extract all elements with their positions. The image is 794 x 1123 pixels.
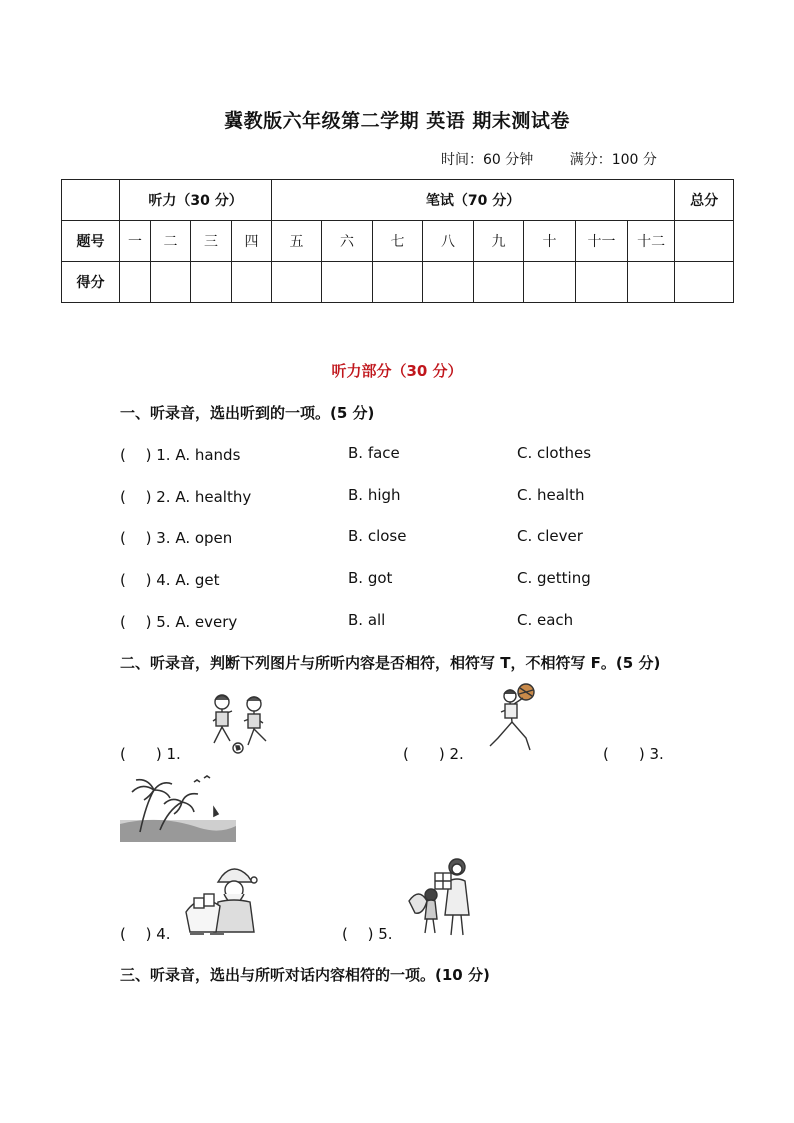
score-table-header-row — [62, 180, 734, 221]
question-number: 三 — [191, 221, 232, 262]
part2-heading: 二、听录音，判断下列图片与所听内容是否相符，相符写 T，不相符写 F。(5 分) — [120, 654, 661, 672]
total-score-cell[interactable] — [675, 221, 734, 262]
question-number-row — [62, 221, 734, 262]
option-c: C. each — [517, 611, 574, 629]
part1-item-5: ( ) 5. A. every — [120, 613, 238, 631]
question-number: 六 — [322, 221, 373, 262]
score-cell[interactable] — [524, 262, 576, 303]
time-limit: 时间：60 分钟 — [441, 152, 534, 168]
corner-cell — [62, 180, 120, 221]
question-number: 八 — [423, 221, 474, 262]
question-number: 十 — [524, 221, 576, 262]
part1-item-3: ( ) 3. A. open — [120, 529, 233, 547]
score-cell[interactable] — [191, 262, 232, 303]
total-header: 总分 — [675, 180, 734, 221]
option-c: C. health — [517, 486, 585, 504]
part1-heading: 一、听录音，选出听到的一项。(5 分) — [120, 404, 375, 422]
page-title: 冀教版六年级第二学期 英语 期末测试卷 — [224, 110, 570, 132]
question-number: 四 — [232, 221, 272, 262]
part3-heading: 三、听录音，选出与所听对话内容相符的一项。(10 分) — [120, 966, 490, 984]
row-label-number: 题号 — [62, 221, 120, 262]
girl-playing-basketball-image — [482, 680, 544, 756]
writing-header: 笔试（70 分） — [272, 180, 675, 221]
score-cell[interactable] — [423, 262, 474, 303]
listening-header: 听力（30 分） — [120, 180, 272, 221]
exam-info — [441, 149, 657, 169]
score-cell[interactable] — [120, 262, 151, 303]
full-score: 满分：100 分 — [569, 152, 657, 168]
question-number: 九 — [474, 221, 524, 262]
question-number: 七 — [373, 221, 423, 262]
mother-and-child-image — [403, 855, 475, 937]
part1-item-4: ( ) 4. A. get — [120, 571, 220, 589]
part2-item-3: ( ) 3. — [603, 745, 664, 763]
score-cell[interactable] — [272, 262, 322, 303]
score-cell[interactable] — [474, 262, 524, 303]
option-b: B. all — [348, 611, 386, 629]
score-cell[interactable] — [576, 262, 628, 303]
part1-item-2: ( ) 2. A. healthy — [120, 488, 252, 506]
boys-playing-football-image — [200, 688, 280, 758]
beach-palm-trees-image — [120, 772, 236, 842]
option-b: B. face — [348, 444, 400, 462]
option-c: C. clever — [517, 527, 583, 545]
question-number: 一 — [120, 221, 151, 262]
score-row — [62, 262, 734, 303]
question-number: 五 — [272, 221, 322, 262]
score-cell[interactable] — [151, 262, 191, 303]
option-c: C. getting — [517, 569, 591, 587]
option-c: C. clothes — [517, 444, 592, 462]
option-b: B. close — [348, 527, 407, 545]
question-number: 十二 — [628, 221, 675, 262]
score-cell[interactable] — [322, 262, 373, 303]
santa-claus-image — [182, 862, 264, 938]
question-number: 十一 — [576, 221, 628, 262]
score-cell[interactable] — [373, 262, 423, 303]
part1-item-1: ( ) 1. A. hands — [120, 446, 241, 464]
score-cell[interactable] — [232, 262, 272, 303]
score-cell[interactable] — [628, 262, 675, 303]
row-label-score: 得分 — [62, 262, 120, 303]
part2-item-4: ( ) 4. — [120, 925, 171, 943]
part2-item-2: ( ) 2. — [403, 745, 464, 763]
part2-item-5: ( ) 5. — [342, 925, 393, 943]
option-b: B. got — [348, 569, 393, 587]
question-number: 二 — [151, 221, 191, 262]
option-b: B. high — [348, 486, 401, 504]
score-table — [61, 179, 734, 303]
listening-section-title: 听力部分（30 分） — [331, 362, 463, 380]
score-cell[interactable] — [675, 262, 734, 303]
part2-item-1: ( ) 1. — [120, 745, 181, 763]
